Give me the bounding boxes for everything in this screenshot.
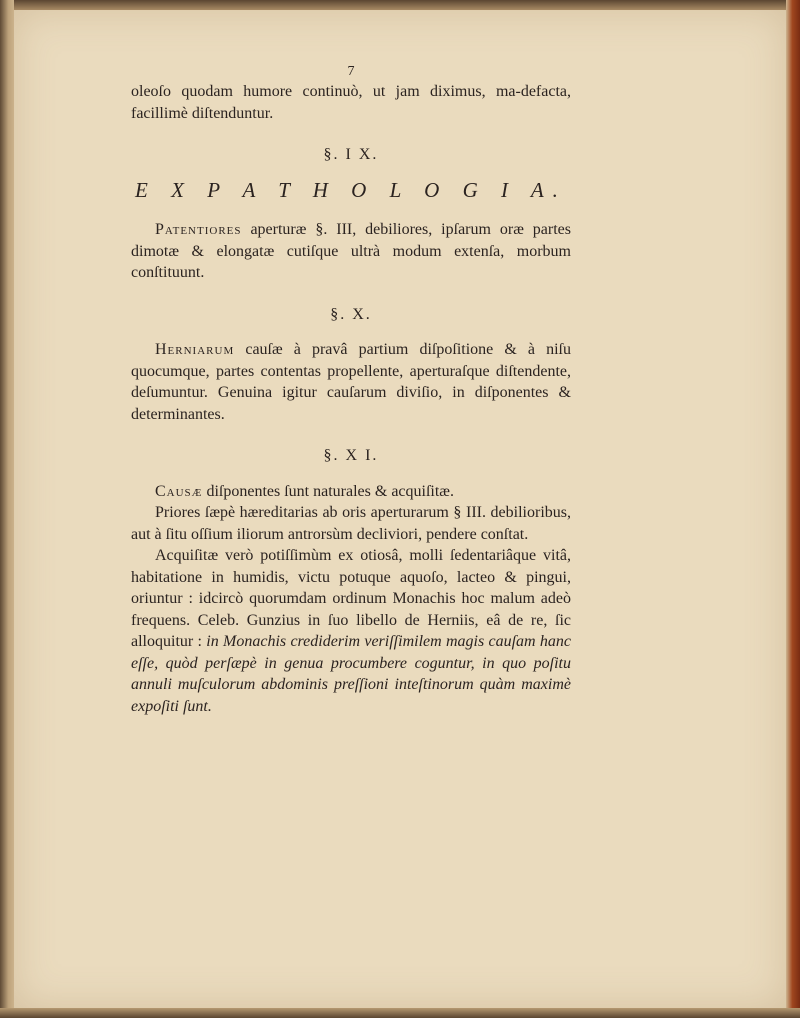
page-number: 7 [347,64,355,79]
paragraph-body: cauſæ à pravâ partium diſpoſitione & à niſu quocumque, partes contentas propellente, aperturaſque diſtendente, deſumuntur. Genuina igitur cauſarum diviſio, in diſponentes & determinantes. [131,341,571,423]
paragraph-ix [131,219,571,284]
section-mark-xi: §. X I. [323,447,379,464]
paragraph-xi-2: Priores ſæpè hæreditarias ab oris aperturarum § III. debilioribus, aut à ſitu oſſium iliorum antrorsùm decliviori, pendere conſtat. [131,504,571,543]
bottom-binding-edge [0,1008,800,1018]
section-mark-ix: §. I X. [323,146,379,163]
opening-lines: oleoſo quodam humore continuò, ut jam diximus, ma-defacta, facillimè diſtenduntur. [131,83,571,122]
top-binding-edge [0,0,800,10]
paragraph-xi-3 [131,545,571,717]
right-binding-edge [786,0,800,1018]
paragraph-body: aperturæ §. III, debiliores, ipſarum oræ partes dimotæ & elongatæ cutiſque ultrà modum extenſa, morbum conſtituunt. [131,221,571,281]
section-heading: E X P A T H O L O G I A. [135,177,567,202]
lead-word: Herniarum [155,341,235,358]
page-text [131,65,571,717]
quotation-italic: in Monachis crediderim veriſſimilem magis cauſam hanc eſſe, quòd perſæpè in genua procumbere coguntur, in quo poſitu annuli muſculorum abdominis preſſioni inteſtinorum quàm maximè expoſiti ſunt. [131,633,572,715]
paragraph-x [131,339,571,425]
section-mark-x: §. X. [330,305,372,323]
paragraph-xi-1 [131,481,571,503]
lead-word: Patentiores [155,221,242,238]
lead-word: Causæ [155,482,203,500]
paragraph-roman: Acquiſitæ verò potiſſimùm ex otiosâ, molli ſedentariâque vitâ, habitatione in humidis, victu potuque aquoſo, lacteo & pingui, oriuntur : idcircò quorumdam ordinum Monachis hoc malum adeò frequens. Celeb. Gunzius in ſuo libello de Herniis, eâ de re, ſic alloquitur : [131,547,571,650]
left-binding-edge [0,0,14,1018]
paragraph-body: diſponentes ſunt naturales & acquiſitæ. [206,482,454,500]
